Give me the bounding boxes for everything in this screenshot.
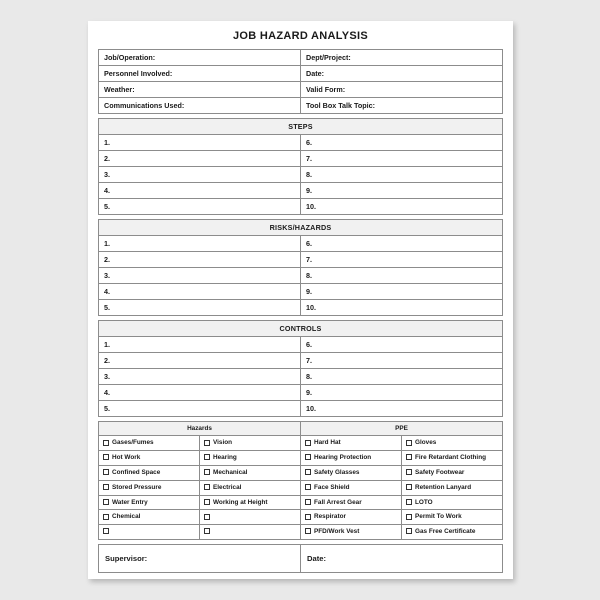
section-entry-left[interactable]: 2. — [99, 151, 301, 167]
section-entry-left[interactable]: 1. — [99, 236, 301, 252]
section-entry-right[interactable]: 9. — [301, 183, 503, 199]
empty-checkbox-icon[interactable] — [305, 454, 311, 460]
hazard-option-left[interactable] — [99, 510, 200, 525]
checklist-label: Fall Arrest Gear — [314, 498, 362, 506]
ppe-option-left[interactable] — [301, 480, 402, 495]
info-row — [99, 98, 503, 114]
section-entry-right[interactable]: 8. — [301, 167, 503, 183]
section-entry-left[interactable]: 4. — [99, 385, 301, 401]
empty-checkbox-icon[interactable] — [204, 454, 210, 460]
ppe-option-right[interactable] — [402, 466, 503, 481]
section-table — [98, 320, 503, 417]
hazard-option-left[interactable] — [99, 480, 200, 495]
section-entry-left[interactable]: 3. — [99, 369, 301, 385]
checklist-row — [99, 466, 503, 481]
checklist-label: Permit To Work — [415, 513, 462, 521]
section-entry-right[interactable]: 8. — [301, 268, 503, 284]
hazard-option-right[interactable] — [200, 510, 301, 525]
empty-checkbox-icon[interactable] — [406, 454, 412, 460]
checklist-label: Working at Height — [213, 498, 268, 506]
signoff-row — [99, 544, 503, 572]
section-row — [99, 401, 503, 417]
section-row — [99, 353, 503, 369]
ppe-option-right[interactable] — [402, 495, 503, 510]
empty-checkbox-icon[interactable] — [406, 514, 412, 520]
ppe-option-right[interactable] — [402, 510, 503, 525]
checklist-label: Face Shield — [314, 483, 350, 491]
hazard-option-left[interactable] — [99, 436, 200, 451]
hazard-option-right[interactable] — [200, 451, 301, 466]
section-row — [99, 268, 503, 284]
info-field-left[interactable]: Job/Operation: — [99, 50, 301, 66]
empty-checkbox-icon[interactable] — [103, 499, 109, 505]
checklist-label: Gloves — [415, 439, 437, 447]
section-row — [99, 300, 503, 316]
section-entry-right[interactable]: 10. — [301, 300, 503, 316]
checklist-label: Retention Lanyard — [415, 483, 472, 491]
section-row — [99, 252, 503, 268]
empty-checkbox-icon[interactable] — [305, 499, 311, 505]
checklist-label: Hot Work — [112, 454, 141, 462]
hazard-option-right[interactable] — [200, 495, 301, 510]
section-entry-left[interactable]: 3. — [99, 167, 301, 183]
section-heading-row — [99, 321, 503, 337]
info-row — [99, 82, 503, 98]
empty-checkbox-icon[interactable] — [103, 440, 109, 446]
empty-checkbox-icon[interactable] — [204, 528, 210, 534]
section-heading-row — [99, 220, 503, 236]
section-heading: STEPS — [99, 119, 503, 135]
hazard-option-left[interactable] — [99, 495, 200, 510]
signoff-table — [98, 544, 503, 573]
section-entry-right[interactable]: 7. — [301, 151, 503, 167]
section-row — [99, 135, 503, 151]
empty-checkbox-icon[interactable] — [103, 469, 109, 475]
section-table — [98, 118, 503, 215]
section-entry-right[interactable]: 9. — [301, 385, 503, 401]
section-entry-left[interactable]: 2. — [99, 353, 301, 369]
checklist-label: Water Entry — [112, 498, 148, 506]
checklist-label: Mechanical — [213, 469, 248, 476]
hazard-option-left[interactable] — [99, 525, 200, 540]
hazard-option-right[interactable] — [200, 466, 301, 481]
empty-checkbox-icon[interactable] — [305, 484, 311, 490]
sections-container — [98, 118, 503, 417]
page-title: JOB HAZARD ANALYSIS — [232, 30, 369, 42]
empty-checkbox-icon[interactable] — [305, 528, 311, 534]
info-field-left[interactable]: Personnel Involved: — [99, 66, 301, 82]
hazard-option-right[interactable] — [200, 480, 301, 495]
empty-checkbox-icon[interactable] — [305, 440, 311, 446]
checklist-label: Hard Hat — [314, 439, 341, 447]
empty-checkbox-icon[interactable] — [305, 514, 311, 520]
empty-checkbox-icon[interactable] — [103, 484, 109, 490]
empty-checkbox-icon[interactable] — [406, 469, 412, 475]
section-row — [99, 385, 503, 401]
ppe-option-left[interactable] — [301, 451, 402, 466]
empty-checkbox-icon[interactable] — [204, 514, 210, 520]
empty-checkbox-icon[interactable] — [406, 528, 412, 534]
empty-checkbox-icon[interactable] — [406, 484, 412, 490]
info-row — [99, 66, 503, 82]
checklist-label: Confined Space — [112, 469, 161, 476]
section-entry-left[interactable]: 5. — [99, 401, 301, 417]
section-entry-left[interactable]: 5. — [99, 199, 301, 215]
hazard-option-right[interactable] — [200, 436, 301, 451]
section-entry-right[interactable]: 7. — [301, 252, 503, 268]
ppe-option-right[interactable] — [402, 525, 503, 540]
checklist-label: Gases/Fumes — [112, 439, 154, 447]
empty-checkbox-icon[interactable] — [406, 499, 412, 505]
section-entry-left[interactable]: 3. — [99, 268, 301, 284]
section-row — [99, 369, 503, 385]
section-entry-right[interactable]: 10. — [301, 401, 503, 417]
empty-checkbox-icon[interactable] — [204, 469, 210, 475]
empty-checkbox-icon[interactable] — [305, 469, 311, 475]
info-field-right[interactable]: Dept/Project: — [301, 50, 503, 66]
section-entry-right[interactable]: 6. — [301, 135, 503, 151]
info-field-left[interactable]: Weather: — [99, 82, 301, 98]
section-entry-left[interactable]: 5. — [99, 300, 301, 316]
ppe-option-right[interactable] — [402, 451, 503, 466]
ppe-option-left[interactable] — [301, 495, 402, 510]
checklist-label: Fire Retardant Clothing — [415, 454, 487, 462]
checklist-heading-row — [99, 422, 503, 436]
empty-checkbox-icon[interactable] — [103, 454, 109, 460]
info-field-right[interactable]: Date: — [301, 66, 503, 82]
hazard-option-right[interactable] — [200, 525, 301, 540]
job-info-table — [98, 49, 503, 114]
section-table — [98, 219, 503, 316]
ppe-option-right[interactable] — [402, 436, 503, 451]
info-field-right[interactable]: Valid Form: — [301, 82, 503, 98]
ppe-option-left[interactable] — [301, 525, 402, 540]
section-row — [99, 151, 503, 167]
ppe-option-left[interactable] — [301, 466, 402, 481]
empty-checkbox-icon[interactable] — [103, 514, 109, 520]
hazards-heading: Hazards — [99, 422, 301, 436]
section-row — [99, 284, 503, 300]
empty-checkbox-icon[interactable] — [103, 528, 109, 534]
checklist-row — [99, 436, 503, 451]
checklist-label: Safety Footwear — [415, 469, 465, 476]
empty-checkbox-icon[interactable] — [406, 440, 412, 446]
hazards-ppe-table — [98, 421, 503, 540]
checklist-label: Hearing — [213, 454, 237, 462]
checklist-label: Stored Pressure — [112, 483, 162, 491]
section-entry-left[interactable]: 1. — [99, 135, 301, 151]
checklist-row — [99, 510, 503, 525]
checklist-label: PFD/Work Vest — [314, 528, 360, 536]
section-entry-left[interactable]: 2. — [99, 252, 301, 268]
section-heading: RISKS/HAZARDS — [99, 220, 503, 236]
section-entry-left[interactable]: 4. — [99, 284, 301, 300]
document-page — [88, 21, 513, 579]
checklist-label: Electrical — [213, 483, 242, 491]
hazard-option-left[interactable] — [99, 466, 200, 481]
checklist-label: Respirator — [314, 513, 346, 521]
checklist-label: Hearing Protection — [314, 454, 372, 462]
checklist-row — [99, 480, 503, 495]
section-entry-right[interactable]: 10. — [301, 199, 503, 215]
empty-checkbox-icon[interactable] — [204, 499, 210, 505]
section-entry-right[interactable]: 6. — [301, 337, 503, 353]
checklist-label: Vision — [213, 439, 233, 447]
info-field-right[interactable]: Tool Box Talk Topic: — [301, 98, 503, 114]
checklist-row — [99, 525, 503, 540]
section-row — [99, 199, 503, 215]
ppe-heading: PPE — [301, 422, 503, 436]
section-entry-right[interactable]: 9. — [301, 284, 503, 300]
empty-checkbox-icon[interactable] — [204, 484, 210, 490]
checklist-label: Chemical — [112, 513, 141, 521]
checklist-label: LOTO — [415, 498, 433, 506]
checklist-label: Safety Glasses — [314, 469, 360, 476]
supervisor-field[interactable]: Supervisor: — [99, 544, 301, 572]
empty-checkbox-icon[interactable] — [204, 440, 210, 446]
section-entry-left[interactable]: 4. — [99, 183, 301, 199]
section-row — [99, 167, 503, 183]
ppe-option-left[interactable] — [301, 510, 402, 525]
checklist-row — [99, 451, 503, 466]
checklist-label: Gas Free Certificate — [415, 528, 476, 536]
hazard-option-left[interactable] — [99, 451, 200, 466]
section-heading: CONTROLS — [99, 321, 503, 337]
ppe-option-left[interactable] — [301, 436, 402, 451]
section-row — [99, 337, 503, 353]
section-entry-right[interactable]: 6. — [301, 236, 503, 252]
checklist-row — [99, 495, 503, 510]
signoff-date-field[interactable]: Date: — [301, 544, 503, 572]
section-row — [99, 183, 503, 199]
section-heading-row — [99, 119, 503, 135]
section-entry-right[interactable]: 8. — [301, 369, 503, 385]
section-row — [99, 236, 503, 252]
section-entry-left[interactable]: 1. — [99, 337, 301, 353]
info-row — [99, 50, 503, 66]
section-entry-right[interactable]: 7. — [301, 353, 503, 369]
info-field-left[interactable]: Communications Used: — [99, 98, 301, 114]
ppe-option-right[interactable] — [402, 480, 503, 495]
